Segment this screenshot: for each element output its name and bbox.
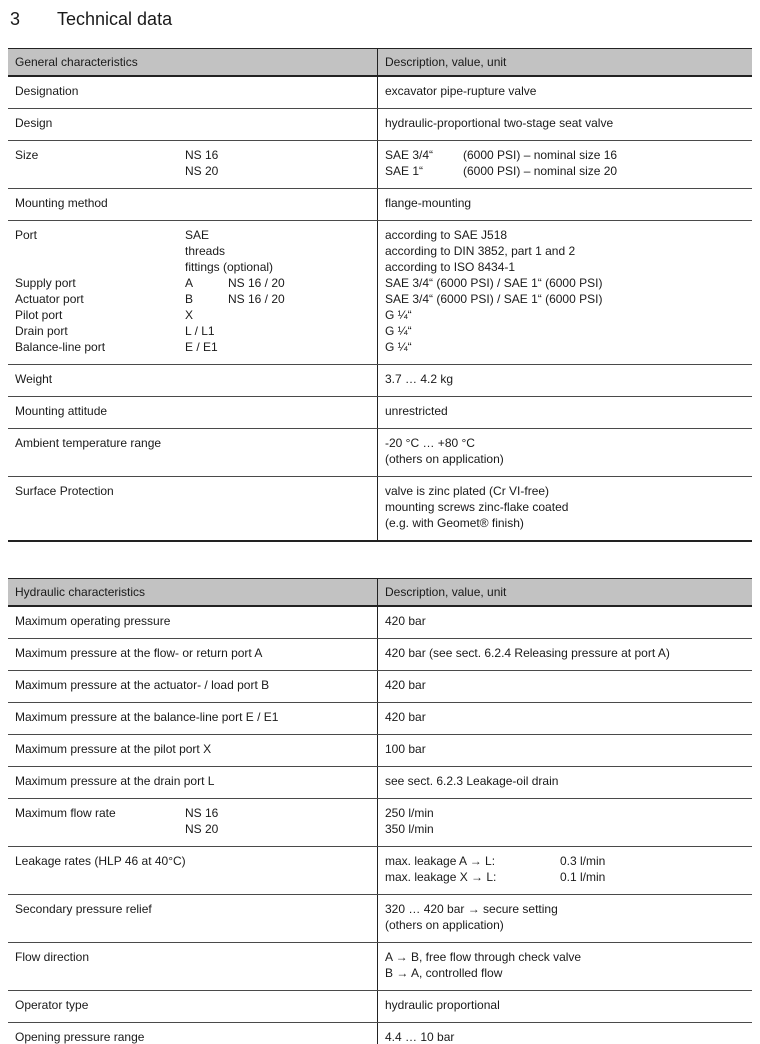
- text-segment: L / L1: [185, 324, 215, 338]
- text-segment: Mounting attitude: [15, 404, 108, 418]
- text-segment: Drain port: [15, 324, 68, 338]
- text-segment: hydraulic-proportional two-stage seat valve: [385, 116, 614, 130]
- text-segment: excavator pipe-rupture valve: [385, 84, 537, 98]
- row-label-cell: [8, 221, 378, 364]
- row-label-cell: [8, 477, 378, 540]
- table-header-left: Hydraulic characteristics: [8, 579, 378, 605]
- text-segment: A → B, free flow through check valve: [385, 950, 582, 964]
- row-label-cell: [8, 607, 378, 638]
- text-segment: (e.g. with Geomet® finish): [385, 516, 524, 530]
- text-segment: Flow direction: [15, 950, 90, 964]
- text-segment: Designation: [15, 84, 79, 98]
- row-value-cell: [378, 991, 752, 1022]
- text-segment: unrestricted: [385, 404, 448, 418]
- text-segment: (6000 PSI) – nominal size 20: [463, 164, 618, 178]
- row-label-cell: [8, 895, 378, 942]
- text-segment: Actuator port: [15, 292, 84, 306]
- table-row: [8, 397, 752, 429]
- row-value-cell: [378, 365, 752, 396]
- text-segment: Maximum pressure at the flow- or return port A: [15, 646, 263, 660]
- text-segment: Opening pressure range: [15, 1030, 145, 1044]
- text-segment: B: [185, 292, 194, 306]
- row-value-cell: [378, 397, 752, 428]
- general-characteristics-table: [8, 48, 752, 542]
- table-row: [8, 991, 752, 1023]
- row-value-cell: [378, 671, 752, 702]
- text-segment: G ¼“: [385, 308, 412, 322]
- table-row: [8, 1023, 752, 1044]
- text-segment: Design: [15, 116, 53, 130]
- table-row: [8, 703, 752, 735]
- text-segment: Mounting method: [15, 196, 108, 210]
- table-row: [8, 671, 752, 703]
- table-row: [8, 767, 752, 799]
- table-row: [8, 799, 752, 847]
- row-label-cell: [8, 1023, 378, 1044]
- text-segment: (others on application): [385, 918, 504, 932]
- row-value-cell: [378, 429, 752, 476]
- text-segment: Supply port: [15, 276, 76, 290]
- row-value-cell: [378, 847, 752, 894]
- row-label-cell: [8, 639, 378, 670]
- row-label-cell: [8, 109, 378, 140]
- table-header-right: Description, value, unit: [385, 55, 507, 69]
- row-label-cell: [8, 189, 378, 220]
- text-segment: X: [185, 308, 194, 322]
- table-row: [8, 735, 752, 767]
- text-segment: Maximum flow rate: [15, 806, 116, 820]
- text-segment: 320 … 420 bar → secure setting: [385, 902, 558, 916]
- row-value-cell: [378, 639, 752, 670]
- row-value-cell: [378, 477, 752, 540]
- text-segment: 250 l/min: [385, 806, 434, 820]
- row-label-cell: [8, 847, 378, 894]
- row-value-cell: [378, 109, 752, 140]
- text-segment: Maximum pressure at the pilot port X: [15, 742, 212, 756]
- table-row: [8, 607, 752, 639]
- text-segment: Maximum pressure at the balance-line port E / E1: [15, 710, 279, 724]
- table-header-left: General characteristics: [8, 49, 378, 75]
- row-label-cell: [8, 943, 378, 990]
- row-value-cell: [378, 1023, 752, 1044]
- text-segment: 350 l/min: [385, 822, 434, 836]
- text-segment: Weight: [15, 372, 53, 386]
- row-label-cell: [8, 397, 378, 428]
- text-segment: E / E1: [185, 340, 218, 354]
- text-segment: Maximum operating pressure: [15, 614, 171, 628]
- text-segment: NS 16 / 20: [228, 292, 285, 306]
- table-row: [8, 639, 752, 671]
- text-segment: G ¼“: [385, 340, 412, 354]
- row-value-cell: [378, 895, 752, 942]
- text-segment: 420 bar (see sect. 6.2.4 Releasing pressure at port A): [385, 646, 670, 660]
- text-segment: max. leakage X → L:: [385, 870, 497, 884]
- text-segment: SAE 3/4“: [385, 148, 434, 162]
- row-label-cell: [8, 141, 378, 188]
- row-label-cell: [8, 365, 378, 396]
- row-label-cell: [8, 767, 378, 798]
- row-value-cell: [378, 77, 752, 108]
- row-value-cell: [378, 735, 752, 766]
- text-segment: Port: [15, 228, 38, 242]
- text-segment: -20 °C … +80 °C: [385, 436, 475, 450]
- text-segment: threads: [185, 244, 226, 258]
- text-segment: Ambient temperature range: [15, 436, 162, 450]
- text-segment: Leakage rates (HLP 46 at 40°C): [15, 854, 186, 868]
- text-segment: SAE: [185, 228, 210, 242]
- table-row: [8, 477, 752, 542]
- text-segment: see sect. 6.2.3 Leakage-oil drain: [385, 774, 559, 788]
- text-segment: (6000 PSI) – nominal size 16: [463, 148, 618, 162]
- text-segment: (others on application): [385, 452, 504, 466]
- text-segment: NS 20: [185, 822, 219, 836]
- table-row: [8, 77, 752, 109]
- table-row: [8, 847, 752, 895]
- text-segment: Secondary pressure relief: [15, 902, 152, 916]
- row-value-cell: [378, 189, 752, 220]
- table-row: [8, 429, 752, 477]
- text-segment: 100 bar: [385, 742, 426, 756]
- row-label-cell: [8, 77, 378, 108]
- hydraulic-characteristics-table: [8, 578, 752, 1044]
- table-row: [8, 109, 752, 141]
- table-header-right: Description, value, unit: [385, 585, 507, 599]
- text-segment: Maximum pressure at the drain port L: [15, 774, 215, 788]
- text-segment: 420 bar: [385, 614, 426, 628]
- row-label-cell: [8, 991, 378, 1022]
- text-segment: NS 16 / 20: [228, 276, 285, 290]
- row-value-cell: [378, 607, 752, 638]
- text-segment: Size: [15, 148, 39, 162]
- text-segment: Maximum pressure at the actuator- / load port B: [15, 678, 270, 692]
- text-segment: according to DIN 3852, part 1 and 2: [385, 244, 576, 258]
- text-segment: Surface Protection: [15, 484, 114, 498]
- text-segment: NS 16: [185, 806, 219, 820]
- text-segment: 0.3 l/min: [560, 854, 606, 868]
- row-value-cell: [378, 767, 752, 798]
- text-segment: NS 16: [185, 148, 219, 162]
- section-title-text: Technical data: [57, 9, 173, 29]
- table-row: [8, 365, 752, 397]
- text-segment: SAE 3/4“ (6000 PSI) / SAE 1“ (6000 PSI): [385, 292, 603, 306]
- text-segment: Balance-line port: [15, 340, 106, 354]
- table-row: [8, 189, 752, 221]
- row-label-cell: [8, 429, 378, 476]
- text-segment: G ¼“: [385, 324, 412, 338]
- table-row: [8, 895, 752, 943]
- text-segment: B → A, controlled flow: [385, 966, 503, 980]
- text-segment: SAE 1“: [385, 164, 424, 178]
- text-segment: SAE 3/4“ (6000 PSI) / SAE 1“ (6000 PSI): [385, 276, 603, 290]
- text-segment: max. leakage A → L:: [385, 854, 496, 868]
- table-header-row: [8, 48, 752, 77]
- text-segment: 4.4 … 10 bar: [385, 1030, 455, 1044]
- row-label-cell: [8, 799, 378, 846]
- text-segment: NS 20: [185, 164, 219, 178]
- table-header-row: [8, 578, 752, 607]
- text-segment: according to SAE J518: [385, 228, 508, 242]
- row-value-cell: [378, 943, 752, 990]
- text-segment: 420 bar: [385, 710, 426, 724]
- text-segment: 420 bar: [385, 678, 426, 692]
- section-title: [8, 8, 752, 30]
- table-row: [8, 141, 752, 189]
- table-row: [8, 943, 752, 991]
- text-segment: flange-mounting: [385, 196, 472, 210]
- row-label-cell: [8, 703, 378, 734]
- section-number: 3: [10, 9, 21, 29]
- text-segment: fittings (optional): [185, 260, 274, 274]
- text-segment: hydraulic proportional: [385, 998, 500, 1012]
- row-value-cell: [378, 703, 752, 734]
- table-row: [8, 221, 752, 365]
- text-segment: valve is zinc plated (Cr VI-free): [385, 484, 550, 498]
- text-segment: according to ISO 8434-1: [385, 260, 516, 274]
- table-body: [8, 77, 752, 542]
- text-segment: 0.1 l/min: [560, 870, 606, 884]
- row-label-cell: [8, 735, 378, 766]
- text-segment: mounting screws zinc-flake coated: [385, 500, 569, 514]
- text-segment: Pilot port: [15, 308, 63, 322]
- text-segment: 3.7 … 4.2 kg: [385, 372, 454, 386]
- table-body: [8, 607, 752, 1044]
- text-segment: A: [185, 276, 194, 290]
- row-value-cell: [378, 221, 752, 364]
- row-value-cell: [378, 141, 752, 188]
- row-value-cell: [378, 799, 752, 846]
- row-label-cell: [8, 671, 378, 702]
- text-segment: Operator type: [15, 998, 89, 1012]
